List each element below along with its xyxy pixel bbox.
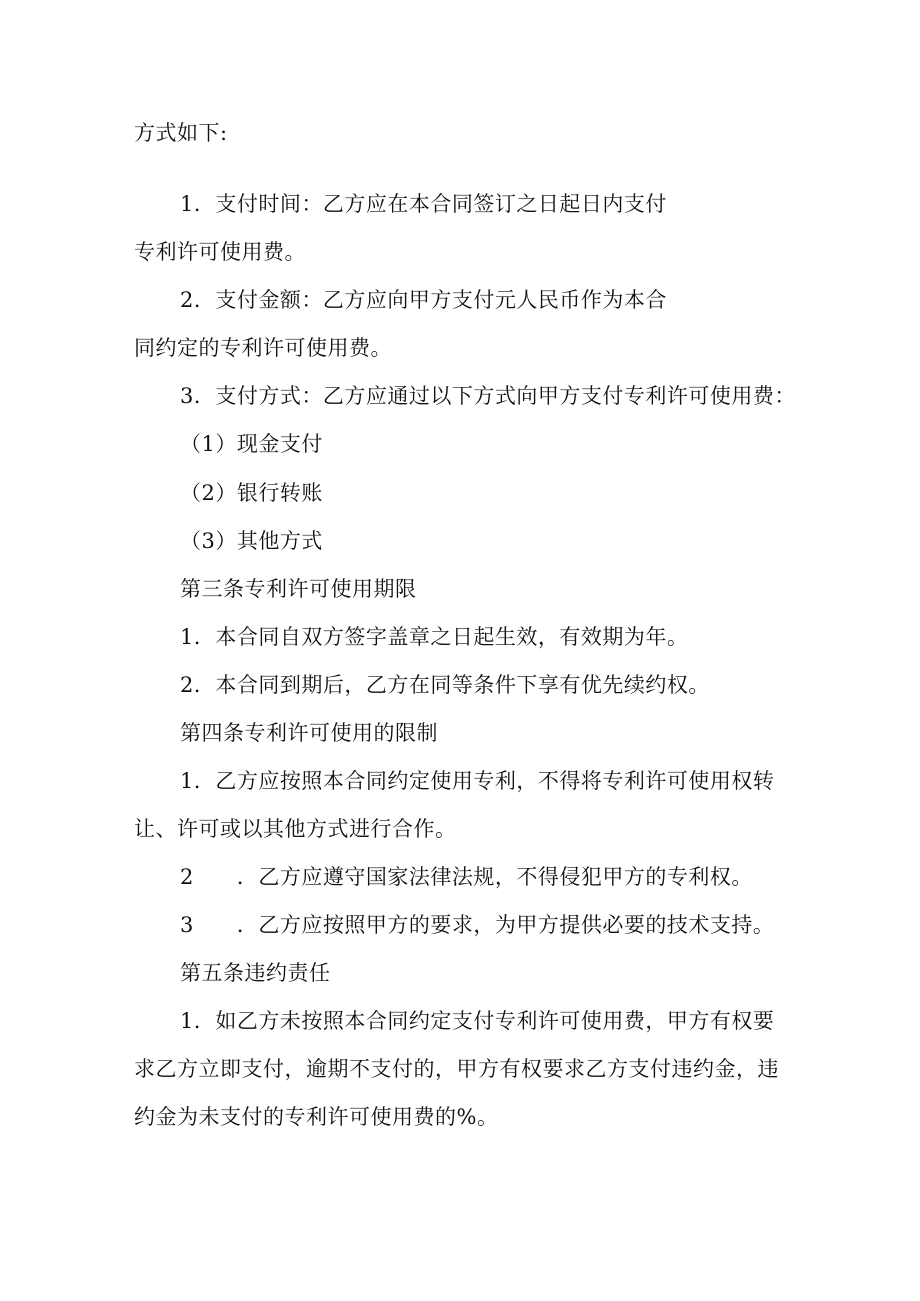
text-line: 方式如下: [134, 121, 228, 145]
section-heading: 第四条专利许可使用的限制 [180, 721, 438, 745]
section-heading: 第五条违约责任 [180, 961, 331, 985]
text-line: 1．如乙方未按照本合同约定支付专利许可使用费，甲方有权要 [180, 1009, 775, 1033]
text-line: （1）现金支付 [180, 432, 323, 456]
text-line: 2．支付金额：乙方应向甲方支付元人民币作为本合 [180, 288, 667, 312]
text-line: （2）银行转账 [180, 481, 323, 505]
text-line: 1．乙方应按照本合同约定使用专利，不得将专利许可使用权转 [180, 769, 775, 793]
text-line: 约金为未支付的专利许可使用费的%。 [134, 1105, 499, 1129]
text-line: 1．本合同自双方签字盖章之日起生效，有效期为年。 [180, 625, 689, 649]
text-line: 同约定的专利许可使用费。 [134, 336, 392, 360]
text-line: 3 ．乙方应按照甲方的要求，为甲方提供必要的技术支持。 [180, 913, 775, 937]
text-line: 2 ．乙方应遵守国家法律法规，不得侵犯甲方的专利权。 [180, 865, 753, 889]
text-line: （3）其他方式 [180, 529, 323, 553]
section-heading: 第三条专利许可使用期限 [180, 577, 417, 601]
text-line: 1．支付时间：乙方应在本合同签订之日起日内支付 [180, 192, 667, 216]
text-line: 专利许可使用费。 [134, 240, 306, 264]
text-line: 求乙方立即支付，逾期不支付的，甲方有权要求乙方支付违约金，违 [134, 1057, 779, 1081]
text-line: 2．本合同到期后，乙方在同等条件下享有优先续约权。 [180, 673, 710, 697]
text-line: 让、许可或以其他方式进行合作。 [134, 817, 457, 841]
text-line: 3．支付方式：乙方应通过以下方式向甲方支付专利许可使用费： [180, 384, 796, 408]
